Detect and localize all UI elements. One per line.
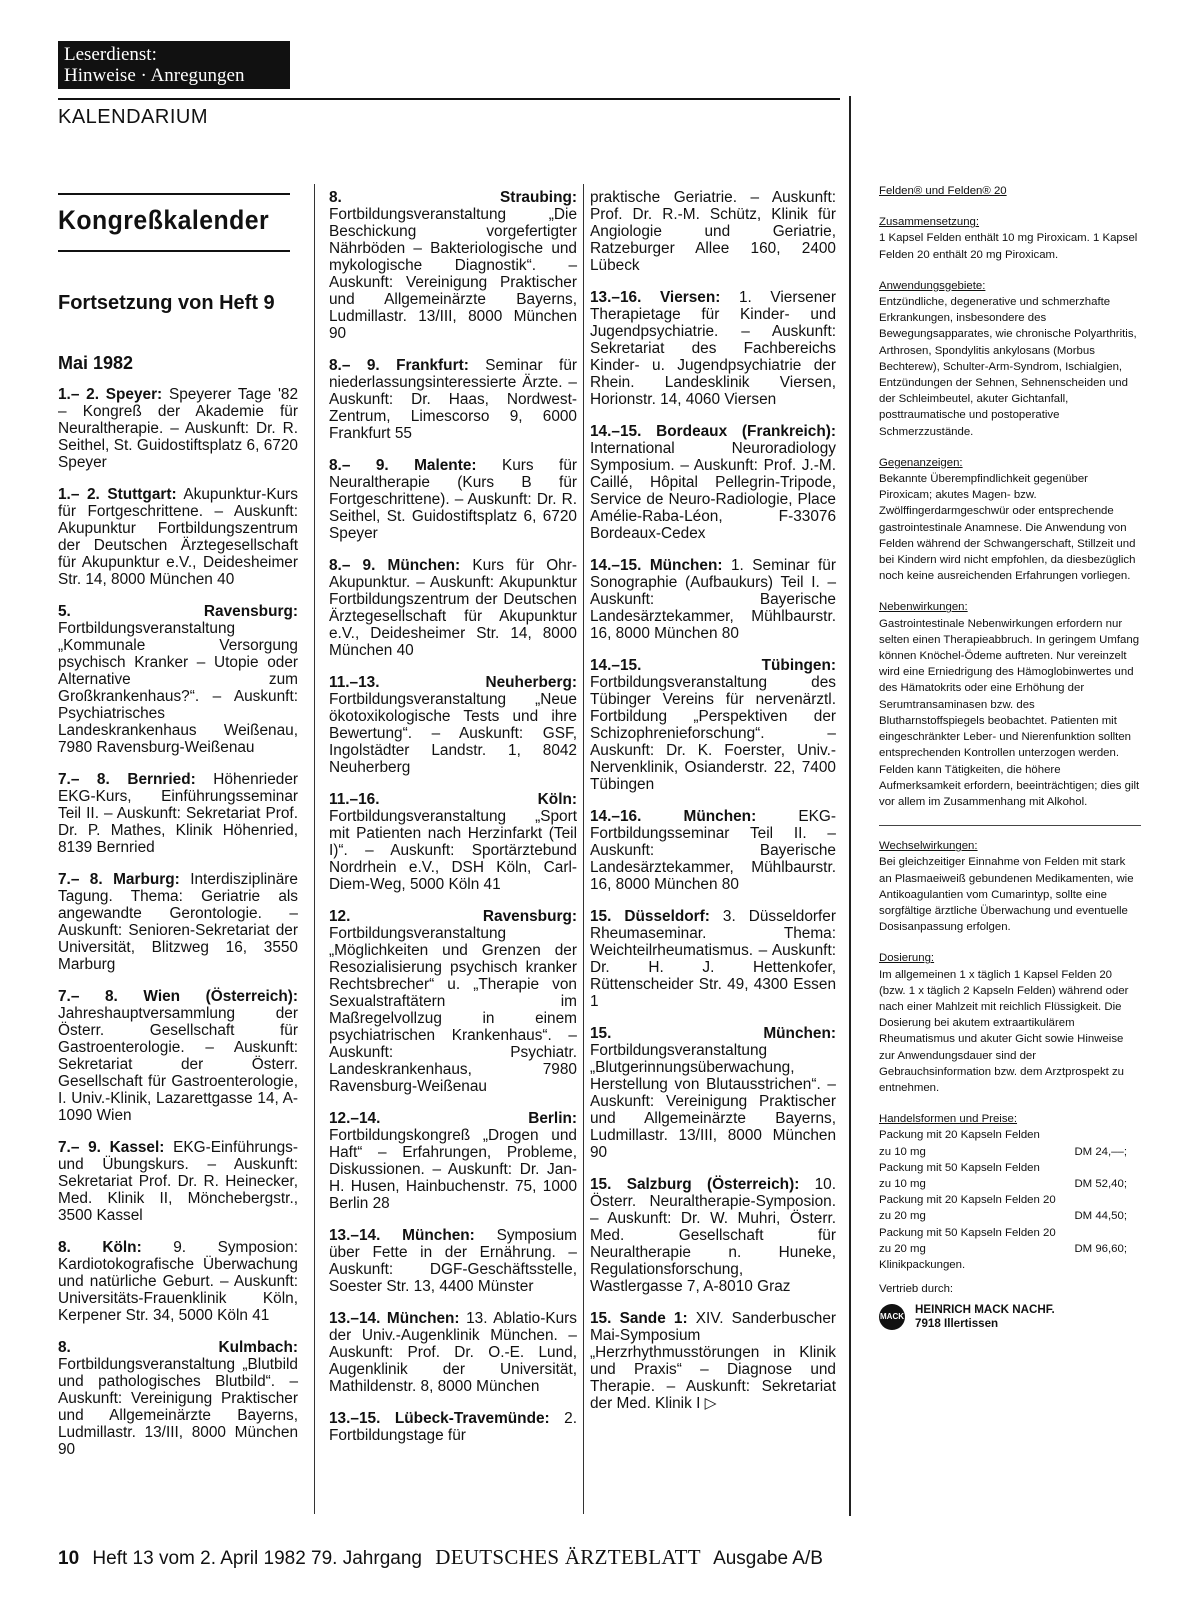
entry-date: 8.– 9.: [329, 357, 380, 374]
pack-label: Packung mit 50 Kapseln Felden 20: [879, 1226, 1056, 1239]
page-subtitle: Fortsetzung von Heft 9: [58, 292, 275, 314]
pack-dose: zu 20 mg: [879, 1210, 926, 1223]
pack-price: DM 24,––;: [1074, 1145, 1127, 1158]
entry-date: 14.–15.: [590, 423, 642, 440]
pack-dose: zu 10 mg: [879, 1145, 926, 1158]
entry-date: 13.–14.: [329, 1310, 381, 1327]
pack-price: DM 44,50;: [1074, 1210, 1127, 1223]
entry-text: Speyerer Tage '82 – Kongreß der Akademie für Neuraltherapie. – Auskunft: Dr. R. Seithel, St. Guidostiftsplatz 6, 6720 Speyer: [58, 386, 299, 471]
calendar-entry: [329, 457, 577, 542]
dosage-text: Im allgemeinen 1 x täglich 1 Kapsel Felden 20 (bzw. 1 x täglich 2 Kapseln Felden) während oder nach einer Mahlzeit mit reichlich Flüssigkeit. Die Dosierung bei akutem extraartikulärem Rheumatismus und akuter Gicht sowie Hinweise zur Anwendungsdauer sind der Gebrauchsinformation bzw. dem Arztprospekt zu entnehmen.: [879, 968, 1129, 1094]
entry-city: Düsseldorf:: [624, 908, 710, 925]
entry-date: 12.–14.: [329, 1110, 381, 1127]
entry-city: München:: [683, 808, 757, 825]
entry-text: Fortbildungsveranstaltung „Sport mit Patienten nach Herzinfarkt (Teil I)“. – Auskunft: Sportärztebund Nordrhein e.V., DSH Köln, Carl-Diem-Weg, 5000 Köln 41: [329, 808, 577, 893]
entry-city: Bernried:: [127, 771, 196, 788]
sidebar-rule: [879, 825, 1141, 826]
entry-city: Ravensburg:: [482, 908, 577, 925]
entry-text: Fortbildungskongreß „Drogen und Haft“ – Erfahrungen, Probleme, Diskussionen. – Auskunft: Dr. Jan-H. Husen, Hainbuchenstr. 75, 1000 Berlin 28: [329, 1127, 577, 1212]
pack-label: Packung mit 50 Kapseln Felden: [879, 1161, 1040, 1174]
entry-text: Fortbildungsveranstaltung des Tübinger Vereins für nervenärztl. Fortbildung „Perspektiven der Schizophrenieforschung“. – Auskunft: Dr. K. Foerster, Univ.-Nervenklinik, Osianderstr. 22, 7400 Tübingen: [590, 674, 836, 793]
entry-text: Akupunktur-Kurs für Fortgeschrittene. – Auskunft: Akupunktur Fortbildungszentrum der Deutschen Ärztegesellschaft für Akupunktur e.V., Deidesheimer Str. 14, 8000 München 40: [58, 486, 298, 588]
calendar-entry: [590, 1176, 836, 1295]
column-divider: [314, 184, 315, 1514]
page-footer: [58, 1545, 823, 1570]
entry-city: Salzburg (Österreich):: [626, 1176, 800, 1193]
entry-city: Frankfurt:: [396, 357, 469, 374]
entry-date: 7.– 8.: [58, 771, 110, 788]
department-header-box: [58, 41, 290, 89]
mack-logo-icon: MACK: [879, 1304, 905, 1330]
entry-date: 11.–16.: [329, 791, 380, 808]
column-divider: [583, 184, 584, 1514]
entry-date: 13.–16.: [590, 289, 642, 306]
contraindications-heading: Gegenanzeigen:: [879, 456, 963, 469]
entry-text: 2. Fortbildungstage für: [329, 1410, 578, 1444]
entry-date: 11.–13.: [329, 674, 380, 691]
entry-city: München:: [649, 557, 723, 574]
pack-label: Packung mit 20 Kapseln Felden 20: [879, 1194, 1056, 1207]
entry-city: München:: [763, 1025, 836, 1042]
entry-city: Sande 1:: [619, 1310, 688, 1327]
calendar-entry: [329, 1110, 577, 1212]
entry-text: EKG-Fortbildungsseminar Teil II. – Auskunft: Bayerische Landesärztekammer, Mühlbaurstr. 16, 8000 München 80: [590, 808, 837, 893]
entry-text: Kurs für Neuraltherapie (Kurs B für Fortgeschrittene). – Auskunft: Dr. R. Seithel, St. Guidostiftsplatz 6, 6720 Speyer: [329, 457, 577, 542]
entry-city: Malente:: [414, 457, 477, 474]
calendar-entry: [329, 791, 577, 893]
calendar-entry: [58, 771, 298, 856]
calendar-entry: [58, 871, 298, 973]
product-name: Felden® und Felden® 20: [879, 185, 1007, 197]
entry-text: Fortbildungsveranstaltung „Die Beschickung vorgefertigter Nährböden – Bakteriologische und mykologische Diagnostik“. – Auskunft: Vereinigung Praktischer und Allgemeinärzte Bayerns, Ludmillastr. 13/III, 8000 München 90: [329, 206, 577, 342]
calendar-entry: [590, 808, 836, 893]
edition-label: Ausgabe A/B: [713, 1548, 823, 1569]
calendar-entry: [590, 1025, 836, 1161]
pack-list: [879, 1127, 1141, 1257]
indications-text: Entzündliche, degenerative und schmerzhafte Erkrankungen, insbesondere des Bewegungsapparates, wie chronische Polyarthritis, Arthrosen, Spondylitis ankylosans (Morbus Bechterew), Schulter-Arm-Syndrom, Ischialgien, Entzündungen der Sehnen, Sehnenscheiden und der Schleimbeutel, akuter Gichtanfall, posttraumatische und postoperative Schmerzzustände.: [879, 296, 1137, 438]
entry-text: 1. Seminar für Sonographie (Aufbaukurs) Teil I. – Auskunft: Bayerische Landesärztekammer, Mühlbaurstr. 16, 8000 München 80: [590, 557, 836, 642]
event-column-3: [590, 189, 836, 1427]
entry-date: 13.–15.: [329, 1410, 381, 1427]
entry-text: Fortbildungsveranstaltung „Blutgerinnungsüberwachung, Herstellung von Blutausstrichen“. – Auskunft: Vereinigung Praktischer und Allgemeinärzte Bayerns, Ludmillastr. 13/III, 8000 München 90: [590, 1042, 836, 1161]
calendar-entry: [590, 289, 836, 408]
entry-text: Fortbildungsveranstaltung „Blutbild und pathologisches Blutbild“. – Auskunft: Vereinigung Praktischer und Allgemeinärzte Bayerns, Ludmillastr. 13/III, 8000 München 90: [58, 1356, 298, 1458]
entry-city: Lübeck-Travemünde:: [394, 1410, 550, 1427]
entry-city: Köln:: [537, 791, 577, 808]
pack-price: DM 96,60;: [1074, 1242, 1127, 1255]
entry-city: Straubing:: [500, 189, 577, 206]
entry-city: München:: [402, 1227, 475, 1244]
entry-date: 14.–15.: [590, 657, 642, 674]
entry-city: Bordeaux (Frankreich):: [656, 423, 836, 440]
pack-label: Packung mit 20 Kapseln Felden: [879, 1129, 1040, 1142]
section-label: KALENDARIUM: [58, 106, 208, 128]
entry-city: München:: [387, 557, 461, 574]
department-line-2: Hinweise · Anregungen: [64, 65, 245, 86]
entry-city: Tübingen:: [761, 657, 836, 674]
entry-text: 1. Viersener Therapietage für Kinder- und Jugendpsychiatrie. – Auskunft: Sekretariat des Fachbereichs Kinder- u. Jugendpsychiatrie der Rhein. Landesklinik Viersen, Horionstr. 14, 4060 Viersen: [590, 289, 836, 408]
entry-city: München:: [386, 1310, 460, 1327]
interactions-heading: Wechselwirkungen:: [879, 840, 978, 853]
calendar-entry: [590, 189, 836, 274]
entry-city: Ravensburg:: [203, 603, 298, 620]
calendar-entry: [590, 1310, 836, 1412]
entry-city: Stuttgart:: [107, 486, 177, 503]
event-column-1: [58, 386, 298, 1473]
entry-date: 13.–14.: [329, 1227, 381, 1244]
composition-heading: Zusammensetzung:: [879, 216, 980, 229]
department-line-1: Leserdienst:: [64, 44, 157, 65]
calendar-entry: [329, 1227, 577, 1295]
calendar-entry: [58, 988, 298, 1124]
issue-info: Heft 13 vom 2. April 1982 79. Jahrgang: [92, 1548, 422, 1569]
calendar-entry: [590, 908, 836, 1010]
header-rule: [58, 98, 840, 100]
packaging-heading: Handelsformen und Preise:: [879, 1113, 1018, 1126]
entry-text: XIV. Sanderbuscher Mai-Symposium „Herzrhythmusstörungen in Klinik und Praxis“ – Diagnose und Therapie. – Auskunft: Sekretariat der Med. Klinik I ▷: [590, 1310, 837, 1412]
entry-city: Kulmbach:: [218, 1339, 298, 1356]
clinic-packs: Klinikpackungen.: [879, 1258, 966, 1271]
calendar-entry: [329, 1310, 577, 1395]
entry-date: 8.: [329, 189, 342, 206]
calendar-entry: [590, 423, 836, 542]
calendar-entry: [58, 1339, 298, 1458]
entry-text: EKG-Einführungs- und Übungskurs. – Auskunft: Sekretariat Prof. Dr. R. Heinecker, Med. Klinik II, Mönchebergstr., 3500 Kassel: [58, 1139, 299, 1224]
entry-date: 15.: [590, 1310, 612, 1327]
entry-text: Kurs für Ohr-Akupunktur. – Auskunft: Akupunktur Fortbildungszentrum der Deutschen Ärztegesellschaft für Akupunktur e.V., Deidesheimer Str. 14, 8000 München 40: [329, 557, 577, 659]
entry-city: Viersen:: [659, 289, 721, 306]
interactions-text: Bei gleichzeitiger Einnahme von Felden mit stark an Plasmaeiweiß gebundenen Medikamenten, wie Antikoagulantien vom Cumarintyp, sollte eine sorgfältige ärztliche Überwachung und eventuelle Dosisanpassung erfolgen.: [879, 856, 1134, 934]
entry-date: 15.: [590, 1025, 612, 1042]
pack-dose: zu 20 mg: [879, 1242, 926, 1255]
entry-date: 8.– 9.: [329, 557, 376, 574]
entry-city: Speyer:: [105, 386, 163, 403]
calendar-entry: [329, 674, 577, 776]
entry-date: 8.– 9.: [329, 457, 389, 474]
calendar-entry: [58, 603, 298, 756]
event-column-2: [329, 189, 577, 1459]
pack-price-row: [879, 1144, 1141, 1160]
entry-date: 8.: [58, 1339, 71, 1356]
company-block: [879, 1303, 1141, 1331]
dosage-heading: Dosierung:: [879, 952, 935, 965]
publication-name: DEUTSCHES ÄRZTEBLATT: [435, 1545, 701, 1569]
entry-date: 7.– 9.: [58, 1139, 101, 1156]
entry-city: Berlin:: [528, 1110, 577, 1127]
side-effects-text: Gastrointestinale Nebenwirkungen erfordern nur selten einen Therapieabbruch. In geringem Umfang können Knöchel-Ödeme auftreten. Nur vereinzelt wird eine Erniedrigung des Hämoglobinwertes und des Hämatokrits oder eine Erhöhung der Serumtransaminasen bzw. des Blutharnstoffspiegels beobachtet. Patienten mit eingeschränkter Leber- und Nierenfunktion sollten entsprechenden Kontrollen unterzogen werden. Felden kann Tätigkeiten, die höhere Aufmerksamkeit erfordern, beeinträchtigen; dies gilt vor allem im Zusammenhang mit Alkohol.: [879, 617, 1140, 808]
entry-text: praktische Geriatrie. – Auskunft: Prof. Dr. R.-M. Schütz, Klinik für Angiologie und Geriatrie, Ratzeburger Allee 160, 2400 Lübeck: [590, 189, 836, 274]
page-title: Kongreßkalender: [58, 205, 270, 235]
entry-city: Kassel:: [109, 1139, 165, 1156]
composition-text: 1 Kapsel Felden enthält 10 mg Piroxicam. 1 Kapsel Felden 20 enthält 20 mg Piroxicam.: [879, 232, 1138, 261]
contraindications-text: Bekannte Überempfindlichkeit gegenüber Piroxicam; akutes Magen- bzw. Zwölffingerdarmgeschwür oder entsprechende gastrointestinale Anamnese. Die Anwendung von Felden während der Schwangerschaft, Stillzeit und bei Kindern wird nicht empfohlen, da diesbezüglich noch keine ausreichenden Erfahrungen vorliegen.: [879, 473, 1136, 583]
entry-city: Köln:: [102, 1239, 142, 1256]
pack-price-row: [879, 1208, 1141, 1224]
company-name: HEINRICH MACK NACHF.: [915, 1303, 1055, 1317]
entry-text: Fortbildungsveranstaltung „Kommunale Versorgung psychisch Kranker – Utopie oder Alternative zum Großkrankenhaus?“. – Auskunft: Psychiatrisches Landeskrankenhaus Weißenau, 7980 Ravensburg-Weißenau: [58, 620, 298, 756]
drug-info-sidebar: [879, 183, 1141, 1331]
calendar-entry: [58, 486, 298, 588]
entry-text: Symposium über Fette in der Ernährung. – Auskunft: DGF-Geschäftsstelle, Soester Str. 13, 4400 Münster: [329, 1227, 577, 1295]
entry-text: Fortbildungsveranstaltung „Neue ökotoxikologische Tests und ihre Bewertung“. – Auskunft: GSF, Ingolstädter Landstr. 1, 8042 Neuherberg: [329, 691, 577, 776]
pack-price-row: [879, 1241, 1141, 1257]
entry-date: 7.– 8.: [58, 988, 118, 1005]
calendar-entry: [58, 1239, 298, 1324]
distribution-label: Vertrieb durch:: [879, 1283, 954, 1296]
entry-city: Marburg:: [113, 871, 180, 888]
entry-text: Interdisziplinäre Tagung. Thema: Geriatrie als angewandte Gerontologie. – Auskunft: Senioren-Sekretariat der Universität, Blitzweg 16, 3550 Marburg: [58, 871, 298, 973]
calendar-entry: [329, 1410, 577, 1444]
pack-price-row: [879, 1176, 1141, 1192]
entry-date: 5.: [58, 603, 71, 620]
calendar-entry: [590, 657, 836, 793]
entry-date: 7.– 8.: [58, 871, 103, 888]
calendar-entry: [329, 557, 577, 659]
entry-date: 14.–15.: [590, 557, 642, 574]
page-number: 10: [58, 1548, 80, 1569]
entry-date: 1.– 2.: [58, 486, 100, 503]
entry-date: 15.: [590, 1176, 612, 1193]
pack-price: DM 52,40;: [1074, 1177, 1127, 1190]
calendar-entry: [58, 1139, 298, 1224]
sidebar-divider: [849, 96, 851, 1516]
entry-date: 12.: [329, 908, 351, 925]
entry-text: 10. Österr. Neuraltherapie-Symposion. – Auskunft: Dr. W. Muhri, Österr. Med. Gesellschaft für Neuraltherapie n. Huneke, Regulationsforschung, Wastlergasse 7, A-8010 Graz: [590, 1176, 837, 1295]
calendar-entry: [590, 557, 836, 642]
entry-text: 13. Ablatio-Kurs der Univ.-Augenklinik München. – Auskunft: Prof. Dr. O.-E. Lund, Augenklinik der Universität, Mathildenstr. 8, 8000 München: [329, 1310, 577, 1395]
entry-date: 1.– 2.: [58, 386, 99, 403]
entry-date: 15.: [590, 908, 612, 925]
title-rule-top: [58, 193, 290, 195]
entry-text: Seminar für niederlassungsinteressierte Ärzte. – Auskunft: Dr. Haas, Nordwest-Zentrum, Limescorso 9, 6000 Frankfurt 55: [329, 357, 577, 442]
calendar-entry: [329, 357, 577, 442]
entry-city: Neuherberg:: [485, 674, 577, 691]
pack-dose: zu 10 mg: [879, 1177, 926, 1190]
entry-date: 8.: [58, 1239, 71, 1256]
entry-text: 9. Symposion: Kardiotokografische Überwachung und natürliche Geburt. – Auskunft: Universitäts-Frauenklinik Köln, Kerpener Str. 34, 5000 Köln 41: [58, 1239, 299, 1324]
entry-date: 14.–16.: [590, 808, 642, 825]
calendar-entry: [329, 908, 577, 1095]
month-heading: Mai 1982: [58, 353, 134, 373]
entry-text: 3. Düsseldorfer Rheumaseminar. Thema: Weichteilrheumatismus. – Auskunft: Dr. H. J. Hettenkofer, Rüttenscheider Str. 49, 4300 Essen 1: [590, 908, 836, 1010]
indications-heading: Anwendungsgebiete:: [879, 279, 986, 292]
entry-text: Fortbildungsveranstaltung „Möglichkeiten und Grenzen der Resozialisierung psychisch kranker Rechtsbrecher“ u. „Therapie von Sexualstraftätern im Maßregelvollzug in einem psychiatrischen Krankenhaus“. – Auskunft: Psychiatr. Landeskrankenhaus, 7980 Ravensburg-Weißenau: [329, 925, 577, 1095]
entry-city: Wien (Österreich):: [143, 988, 298, 1005]
entry-text: Höhenrieder EKG-Kurs, Einführungsseminar Teil II. – Auskunft: Sekretariat Prof. Dr. P. Mathes, Klinik Höhenried, 8139 Bernried: [58, 771, 298, 856]
title-rule-bottom: [58, 250, 290, 252]
calendar-entry: [329, 189, 577, 342]
side-effects-heading: Nebenwirkungen:: [879, 601, 968, 614]
calendar-entry: [58, 386, 298, 471]
entry-text: Jahreshauptversammlung der Österr. Gesellschaft für Gastroenterologie. – Auskunft: Sekretariat der Österr. Gesellschaft für Gastroenterologie, I. Univ.-Klinik, Lazarettgasse 14, A-1090 Wien: [58, 1005, 298, 1124]
company-city: 7918 Illertissen: [915, 1317, 999, 1331]
entry-text: International Neuroradiology Symposium. – Auskunft: Prof. J.-M. Caillé, Hôpital Pellegrin-Tripode, Service de Neuro-Radiologie, Place Amélie-Raba-Léon, F-33076 Bordeaux-Cedex: [590, 440, 836, 542]
